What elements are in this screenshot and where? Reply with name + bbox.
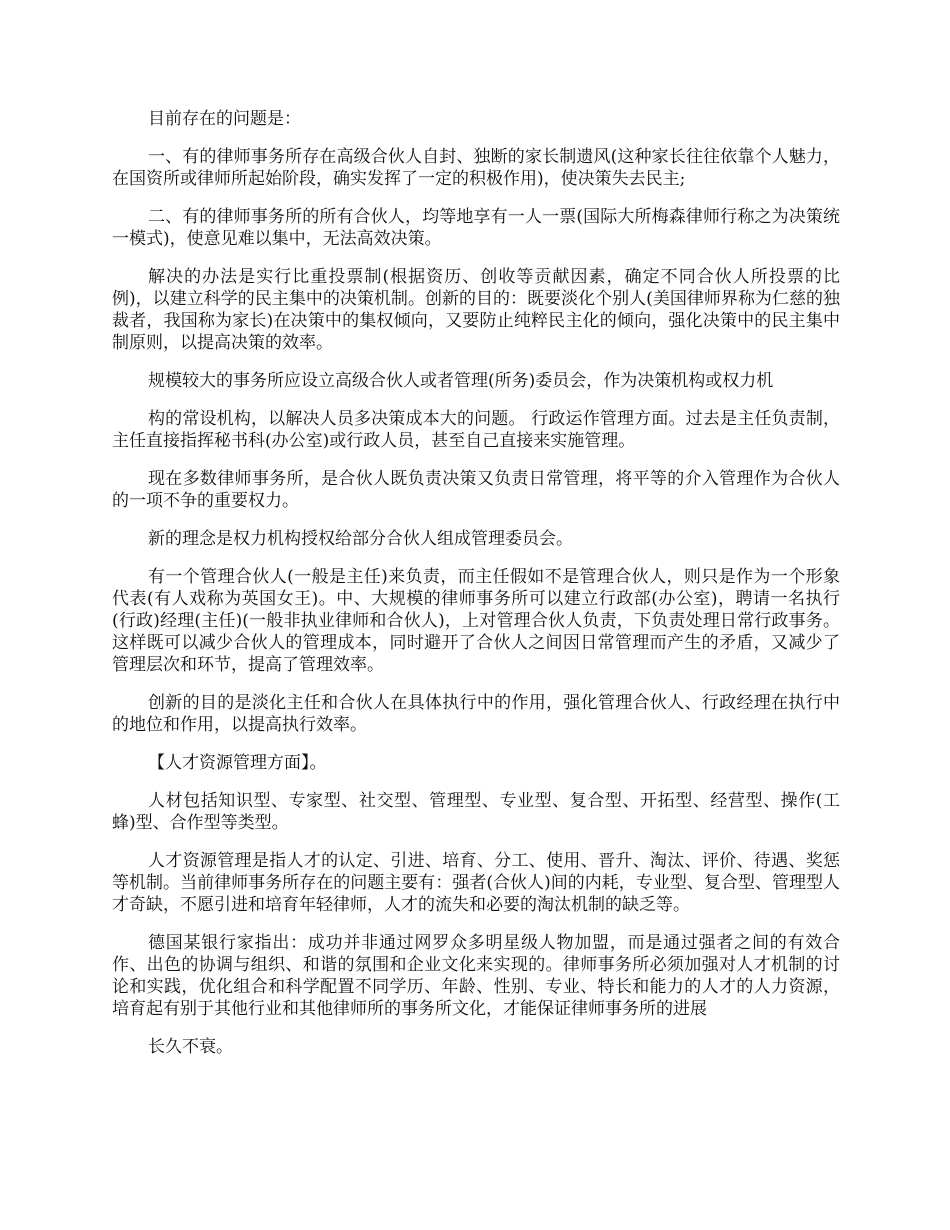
paragraph-new-concept: 新的理念是权力机构授权给部分合伙人组成管理委员会。 (148, 529, 573, 549)
paragraph-closing: 长久不衰。 (148, 1037, 233, 1057)
section-heading-hr: 【人才资源管理方面】。 (148, 753, 327, 773)
paragraph-innovation-goal: 创新的目的是淡化主任和合伙人在具体执行中的作用，强化管理合伙人、行政经理在执行中的地位和作用，以提高执行效率。 (112, 693, 840, 735)
paragraph-talent-types: 人材包括知识型、专家型、社交型、管理型、专业型、复合型、开拓型、经营型、操作(工蜂)型、合作型等类型。 (112, 791, 840, 833)
paragraph-problem-1: 一、有的律师事务所存在高级合伙人自封、独断的家长制遗风(这种家长往往依靠个人魅力，在国资所或律师所起始阶段，确实发挥了一定的积极作用)，使决策失去民主; (112, 147, 840, 189)
paragraph-hr-management: 人才资源管理是指人才的认定、引进、培育、分工、使用、晋升、淘汰、评价、待遇、奖惩等机制。当前律师事务所存在的问题主要有：强者(合伙人)间的内耗，专业型、复合型、管理型人才奇缺，不愿引进和培育年轻律师，人才的流失和必要的淘汰机制的缺乏等。 (112, 851, 840, 915)
paragraph-problem-2: 二、有的律师事务所的所有合伙人，均等地享有一人一票(国际大所梅森律师行称之为决策统一模式)，使意见难以集中，无法高效决策。 (112, 207, 840, 249)
paragraph-managing-partner: 有一个管理合伙人(一般是主任)来负责，而主任假如不是管理合伙人，则只是作为一个形象代表(有人戏称为英国女王)。中、大规模的律师事务所可以建立行政部(办公室)，聘请一名执行(行政)经理(主任)(一般非执业律师和合伙人)，上对管理合伙人负责，下负责处理日常行政事务。这样既可以减少合伙人的管理成本，同时避开了合伙人之间因日常管理而产生的矛盾，又减少了管理层次和环节，提高了管理效率。 (112, 567, 840, 675)
paragraph-standing-body: 构的常设机构，以解决人员多决策成本大的问题。 行政运作管理方面。过去是主任负责制，主任直接指挥秘书科(办公室)或行政人员，甚至自己直接来实施管理。 (112, 409, 840, 451)
paragraph-current-practice: 现在多数律师事务所，是合伙人既负责决策又负责日常管理，将平等的介入管理作为合伙人的一项不争的重要权力。 (112, 469, 840, 511)
paragraph-intro: 目前存在的问题是： (148, 109, 301, 129)
paragraph-solution: 解决的办法是实行比重投票制(根据资历、创收等贡献因素，确定不同合伙人所投票的比例)，以建立科学的民主集中的决策机制。创新的目的：既要淡化个别人(美国律师界称为仁慈的独裁者，我国称为家长)在决策中的集权倾向，又要防止纯粹民主化的倾向，强化决策中的民主集中制原则，以提高决策的效率。 (112, 267, 840, 353)
paragraph-committee: 规模较大的事务所应设立高级合伙人或者管理(所务)委员会，作为决策机构或权力机 (148, 371, 774, 391)
document-body (112, 108, 840, 1074)
paragraph-banker-quote: 德国某银行家指出：成功并非通过网罗众多明星级人物加盟，而是通过强者之间的有效合作、出色的协调与组织、和谐的氛围和企业文化来实现的。律师事务所必须加强对人才机制的讨论和实践，优化组合和科学配置不同学历、年龄、性别、专业、特长和能力的人才的人力资源，培育起有别于其他行业和其他律师所的事务所文化，才能保证律师事务所的进展 (112, 933, 840, 1019)
